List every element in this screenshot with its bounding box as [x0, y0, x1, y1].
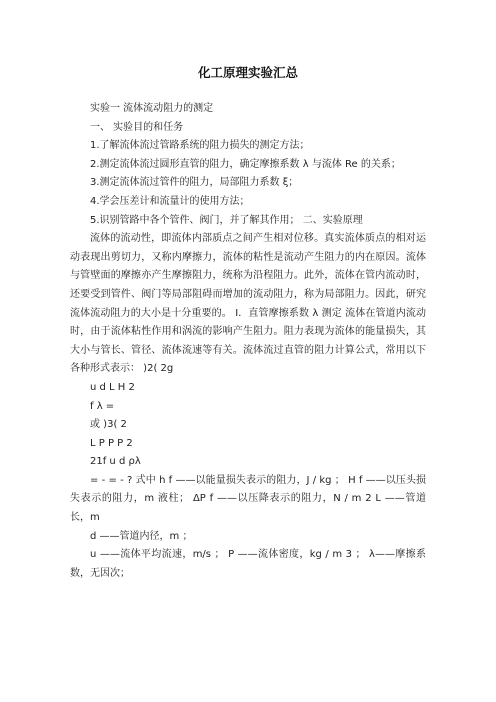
paragraph-line: f λ = — [90, 400, 115, 412]
paragraph-line: 流体的流动性，即流体内部质点之间产生相对位移。真实流体质点的相对运动表现出剪切力，又称内摩擦力，流体的粘性是流动产生阻力的内在原因。流体与管壁面的摩擦亦产生摩擦阻力，统称为沿程阻力。此外，流体在管内流动时，还要受到管件、阀门等局部阻碍而增加的流动阻力，称为局部阻力。因此，研究流体流动阻力的大小是十分重要的。 Ⅰ．直管摩擦系数 λ 测定 流体在管道内流动时，由于流体粘性作用和涡流的影响产生阻力。阻力表现为流体的能量损失，其大小与管长、管径、流体流速等有关。流体流过直管的阻力计算公式，常用以下各种形式表示： )2( 2g — [70, 233, 426, 375]
paragraph-line: 4.学会压差计和流量计的使用方法； — [90, 195, 250, 207]
document-title: 化工原理实验汇总 — [197, 65, 298, 80]
paragraph-line: d ——管道内径，m ； — [90, 530, 193, 542]
paragraph-line: 一、 实验目的和任务 — [90, 121, 184, 133]
document-body — [70, 100, 426, 583]
paragraph-line: u ——流体平均流速，m/s ； P ——流体密度，kg / m 3 ； λ——摩擦系数，无因次； — [70, 549, 426, 579]
paragraph-line: 21f u d ρλ — [90, 456, 141, 468]
paragraph-line: u d L H 2 — [90, 381, 135, 393]
paragraph-line: 2.测定流体流过圆形直管的阻力，确定摩擦系数 λ 与流体 Re 的关系； — [90, 158, 401, 170]
paragraph-line: 5.识别管路中各个管件、阀门，并了解其作用； 二、实验原理 — [90, 214, 363, 226]
paragraph-line: 3.测定流体流过管件的阻力，局部阻力系数 ξ； — [90, 177, 299, 189]
paragraph-line: 或 )3( 2 — [90, 419, 127, 431]
paragraph-line: 1.了解流体流过管路系统的阻力损失的测定方法； — [90, 140, 310, 152]
paragraph-line: = - = - ? 式中 h f ——以能量损失表示的阻力，J / kg ； H f ——以压头损失表示的阻力，m 液柱； ΔP f ——以压降表示的阻力，N / m 2 L ——管道长，m — [70, 474, 426, 524]
paragraph-line: L P P P 2 — [90, 437, 133, 449]
paragraph-line: 实验一 流体流动阻力的测定 — [90, 103, 214, 114]
